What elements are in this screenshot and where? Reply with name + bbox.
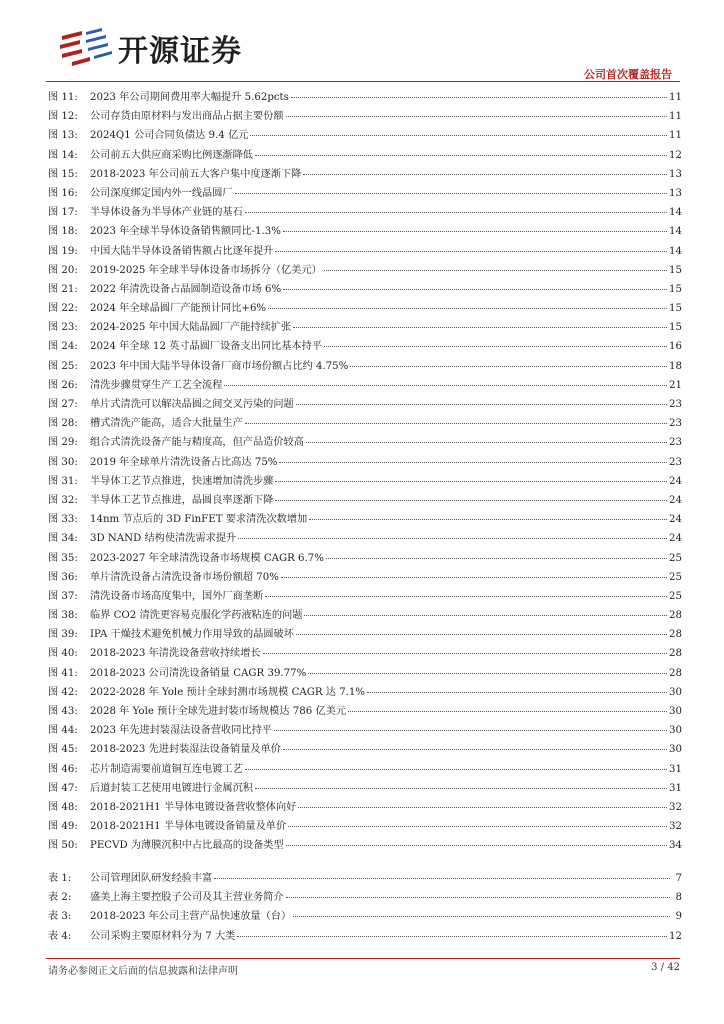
figure-toc-entry[interactable] [48, 606, 682, 625]
toc-entry-label: 图 21: [48, 283, 78, 295]
toc-entry-page: 30 [669, 744, 682, 756]
toc-entry-page: 23 [669, 437, 682, 449]
figure-toc-entry[interactable] [48, 721, 682, 740]
toc-entry-page: 24 [669, 475, 682, 487]
dot-leader [274, 730, 667, 731]
toc-entry-page: 28 [669, 648, 682, 660]
toc-entry-page: 15 [669, 322, 682, 334]
toc-entry-title: 2018-2023 先进封装湿法设备销量及单价 [90, 744, 281, 756]
toc-entry-title: 2022 年清洗设备占晶圆制造设备市场 6% [90, 283, 282, 295]
toc-entry-title: 2018-2021H1 半导体电镀设备营收整体向好 [90, 801, 297, 813]
dot-leader [265, 596, 667, 597]
toc-entry-page: 13 [669, 168, 682, 180]
toc-entry-page: 28 [669, 610, 682, 622]
toc-entry-label: 图 32: [48, 494, 78, 506]
toc-entry-title: 2024-2025 年中国大陆晶圆厂产能持续扩张 [90, 322, 292, 334]
toc-entry-page: 31 [669, 763, 682, 775]
dot-leader [279, 462, 667, 463]
dot-leader [306, 442, 667, 443]
toc-entry-page: 25 [669, 590, 682, 602]
toc-entry-label: 图 22: [48, 303, 78, 315]
dot-leader [283, 749, 667, 750]
dot-leader [293, 916, 670, 917]
toc-entry-label: 图 18: [48, 226, 78, 238]
toc-entry-page: 30 [669, 725, 682, 737]
toc-entry-page: 25 [669, 571, 682, 583]
dot-leader [255, 788, 667, 789]
toc-entry-title: 中国大陆半导体设备销售额占比逐年提升 [90, 245, 274, 257]
toc-entry-title: 2024 年全球 12 英寸晶圆厂设备支出同比基本持平 [90, 341, 322, 353]
toc-entry-title: 2023 年公司期间费用率大幅提升 5.62pcts [90, 92, 289, 103]
dot-leader [275, 251, 667, 252]
figure-toc-entry[interactable] [48, 337, 682, 356]
dot-leader [286, 897, 670, 898]
brand-name: 开源证券 [118, 34, 242, 69]
toc-entry-title: 公司深度绑定国内外一线晶圆厂 [90, 187, 233, 199]
figure-toc-entry[interactable] [48, 414, 682, 433]
toc-entry-label: 图 48: [48, 801, 78, 813]
toc-entry-label: 图 39: [48, 629, 78, 641]
dot-leader [309, 519, 667, 520]
toc-entry-label: 图 49: [48, 821, 78, 833]
dot-leader [263, 653, 667, 654]
table-toc-entry[interactable] [48, 927, 682, 946]
toc-entry-title: 2019 年全球单片清洗设备占比高达 75% [90, 456, 278, 468]
dot-leader [245, 769, 667, 770]
toc-entry-label: 图 27: [48, 399, 78, 410]
toc-entry-page: 15 [669, 264, 682, 276]
dot-leader [308, 673, 667, 674]
figure-toc-entry[interactable] [48, 453, 682, 472]
dot-leader [304, 615, 667, 616]
figure-toc-entry[interactable] [48, 779, 682, 798]
figure-toc-entry[interactable] [48, 568, 682, 587]
figure-toc-entry[interactable] [48, 318, 682, 337]
dot-leader [283, 231, 667, 232]
table-toc-entry[interactable] [48, 907, 682, 926]
toc-entry-title: 单片清洗设备占清洗设备市场份额超 70% [90, 571, 279, 583]
dot-leader [238, 538, 667, 539]
toc-entry-label: 图 11: [48, 92, 78, 103]
dot-leader [214, 878, 670, 879]
dot-leader [224, 385, 667, 386]
toc-entry-label: 图 19: [48, 245, 78, 257]
dot-leader [250, 135, 667, 136]
toc-entry-page: 14 [669, 207, 682, 219]
toc-entry-title: 后道封装工艺使用电镀进行金属沉积 [90, 782, 253, 794]
toc-entry-page: 25 [669, 552, 682, 564]
toc-entry-label: 图 36: [48, 571, 78, 583]
toc-entry-label: 图 30: [48, 456, 78, 468]
toc-entry-title: 2023 年全球半导体设备销售额同比-1.3% [90, 226, 281, 238]
brand-logo [56, 26, 242, 70]
table-toc-entry[interactable] [48, 888, 682, 907]
toc-entry-page: 11 [669, 111, 682, 123]
toc-entry-label: 图 14: [48, 149, 78, 161]
toc-entry-page: 16 [669, 341, 682, 353]
toc-entry-title: 2018-2023 公司清洗设备销量 CAGR 39.77% [90, 667, 307, 679]
figure-toc-entry[interactable] [48, 280, 682, 299]
figure-toc-entry[interactable] [48, 683, 682, 702]
toc-entry-label: 图 45: [48, 744, 78, 756]
toc-entry-label: 图 26: [48, 379, 78, 391]
table-toc-entry[interactable] [48, 869, 682, 888]
figure-toc-entry[interactable] [48, 625, 682, 644]
toc-entry-label: 图 13: [48, 130, 78, 142]
toc-entry-label: 图 31: [48, 475, 78, 487]
toc-entry-title: 公司采购主要原材料分为 7 大类 [90, 930, 236, 942]
toc-entry-title: 槽式清洗产能高，适合大批量生产 [90, 418, 243, 430]
toc-entry-page: 7 [675, 873, 682, 884]
toc-entry-label: 图 23: [48, 322, 78, 334]
toc-entry-label: 图 44: [48, 725, 78, 737]
toc-entry-title: 2024Q1 公司合同负债达 9.4 亿元 [90, 130, 249, 142]
toc-entry-label: 表 2: [48, 892, 72, 904]
dot-leader [293, 327, 667, 328]
dot-leader [298, 807, 667, 808]
figure-toc-entry[interactable] [48, 760, 682, 779]
footer-disclaimer: 请务必参阅正文后面的信息披露和法律声明 [48, 966, 238, 977]
toc-entry-label: 图 43: [48, 706, 78, 717]
dot-leader [291, 97, 667, 98]
toc-entry-title: 清洗设备市场高度集中，国外厂商垄断 [90, 590, 264, 602]
figure-toc-entry[interactable] [48, 587, 682, 606]
toc-entry-title: 2022-2028 年 Yole 预计全球封测市场规模 CAGR 达 7.1% [90, 686, 366, 698]
figure-toc-entry[interactable] [48, 88, 682, 107]
toc-entry-page: 15 [669, 303, 682, 315]
toc-entry-page: 13 [669, 187, 682, 199]
toc-entry-page: 11 [669, 130, 682, 142]
toc-entry-label: 图 15: [48, 168, 78, 180]
dot-leader [255, 155, 667, 156]
toc-entry-page: 12 [669, 149, 682, 161]
toc-entry-label: 图 29: [48, 437, 78, 449]
toc-entry-title: 盛美上海主要控股子公司及其主营业务简介 [90, 892, 284, 904]
dot-leader [275, 500, 667, 501]
toc-entry-label: 图 25: [48, 360, 78, 372]
dot-leader [283, 289, 667, 290]
figure-toc-entry[interactable] [48, 299, 682, 318]
page-header [0, 0, 724, 82]
dot-leader [286, 845, 667, 846]
figure-toc-entry[interactable] [48, 261, 682, 280]
toc-entry-label: 图 40: [48, 648, 78, 660]
toc-entry-page: 32 [669, 801, 682, 813]
toc-entry-label: 图 41: [48, 667, 78, 679]
figure-toc-entry[interactable] [48, 644, 682, 663]
dot-leader [275, 481, 667, 482]
toc-entry-title: 公司存货由原材料与发出商品占据主要份额 [90, 111, 284, 123]
figure-toc-entry[interactable] [48, 376, 682, 395]
toc-entry-title: 2018-2021H1 半导体电镀设备销量及单价 [90, 821, 287, 833]
toc-entry-title: 公司前五大供应商采购比例逐渐降低 [90, 149, 253, 161]
toc-entry-label: 图 37: [48, 590, 78, 602]
figure-toc-entry[interactable] [48, 357, 682, 376]
dot-leader [281, 577, 667, 578]
toc-entry-label: 表 4: [48, 930, 72, 942]
toc-entry-page: 23 [669, 399, 682, 410]
figure-toc-entry[interactable] [48, 242, 682, 261]
table-list [48, 869, 682, 946]
toc-entry-title: 3D NAND 结构使清洗需求提升 [90, 533, 237, 545]
toc-entry-page: 24 [669, 533, 682, 545]
figure-toc-entry[interactable] [48, 433, 682, 452]
toc-entry-title: 2023 年先进封装湿法设备营收同比持平 [90, 725, 272, 737]
figure-toc-entry[interactable] [48, 165, 682, 184]
dot-leader [237, 936, 667, 937]
dot-leader [367, 692, 667, 693]
toc-entry-page: 31 [669, 782, 682, 794]
toc-entry-label: 图 46: [48, 763, 78, 775]
toc-entry-page: 14 [669, 245, 682, 257]
dot-leader [286, 116, 667, 117]
toc-entry-page: 28 [669, 629, 682, 641]
figure-toc-entry[interactable] [48, 702, 682, 721]
toc-entry-page: 24 [669, 514, 682, 526]
toc-entry-page: 30 [669, 686, 682, 698]
dot-leader [324, 346, 667, 347]
figure-toc-entry[interactable] [48, 146, 682, 165]
toc-entry-title: 2023-2027 年全球清洗设备市场规模 CAGR 6.7% [90, 552, 324, 564]
figure-toc-entry[interactable] [48, 664, 682, 683]
report-type-label: 公司首次覆盖报告 [584, 68, 672, 81]
figure-toc-entry[interactable] [48, 222, 682, 241]
toc-entry-title: IPA 干燥技术避免机械力作用导致的晶圆破坏 [90, 629, 294, 641]
toc-entry-title: 公司管理团队研发经验丰富 [90, 873, 213, 884]
toc-entry-page: 34 [669, 840, 682, 852]
toc-entry-page: 15 [669, 283, 682, 295]
dot-leader [268, 308, 667, 309]
dot-leader [303, 174, 667, 175]
toc-entry-title: 组合式清洗设备产能与精度高，但产品造价较高 [90, 437, 304, 449]
figure-toc-entry[interactable] [48, 740, 682, 759]
toc-entry-title: 2024 年全球晶圆厂产能预计同比+6% [90, 303, 267, 315]
toc-entry-title: 2018-2023 年公司前五大客户集中度逐渐下降 [90, 168, 302, 180]
footer-divider [46, 958, 680, 959]
figure-toc-entry[interactable] [48, 836, 682, 855]
toc-entry-page: 9 [675, 911, 682, 923]
toc-entry-label: 图 17: [48, 207, 78, 219]
toc-entry-page: 24 [669, 494, 682, 506]
toc-entry-page: 21 [669, 379, 682, 391]
dot-leader [245, 423, 667, 424]
dot-leader [350, 366, 667, 367]
toc-entry-label: 图 20: [48, 264, 78, 276]
figure-list [48, 88, 682, 856]
toc-entry-label: 图 38: [48, 610, 78, 622]
toc-entry-label: 表 3: [48, 911, 72, 923]
figure-toc-entry[interactable] [48, 549, 682, 568]
dot-leader [326, 558, 667, 559]
figure-toc-entry[interactable] [48, 529, 682, 548]
toc-entry-label: 图 16: [48, 187, 78, 199]
toc-entry-title: 清洗步骤贯穿生产工艺全流程 [90, 379, 223, 391]
figure-toc-entry[interactable] [48, 395, 682, 414]
toc-entry-title: 2023 年中国大陆半导体设备厂商市场份额占比约 4.75% [90, 360, 349, 372]
dot-leader [296, 634, 667, 635]
header-divider [46, 81, 680, 82]
figure-toc-entry[interactable] [48, 472, 682, 491]
toc-entry-title: 2018-2023 年清洗设备营收持续增长 [90, 648, 261, 660]
dot-leader [324, 270, 667, 271]
dot-leader [245, 212, 667, 213]
toc-entry-label: 图 12: [48, 111, 78, 123]
toc-entry-label: 图 34: [48, 533, 78, 545]
toc-entry-title: PECVD 为薄膜沉积中占比最高的设备类型 [90, 840, 284, 852]
page-number: 3 / 42 [651, 962, 680, 973]
toc-entry-label: 图 50: [48, 840, 78, 852]
figure-toc-entry[interactable] [48, 817, 682, 836]
toc-entry-label: 图 24: [48, 341, 78, 353]
dot-leader [288, 826, 667, 827]
toc-entry-page: 32 [669, 821, 682, 833]
toc-entry-page: 28 [669, 667, 682, 679]
toc-entry-page: 23 [669, 456, 682, 468]
figure-toc-entry[interactable] [48, 798, 682, 817]
figure-toc-entry[interactable] [48, 184, 682, 203]
toc-entry-label: 图 42: [48, 686, 78, 698]
dot-leader [296, 404, 667, 405]
brand-logo-icon [56, 28, 114, 68]
toc-entry-title: 临界 CO2 清洗更容易克服化学药液粘连的问题 [90, 610, 303, 622]
toc-entry-label: 图 33: [48, 514, 78, 526]
toc-entry-title: 2018-2023 年公司主营产品快速放量（台） [90, 911, 292, 923]
toc-entry-label: 表 1: [48, 873, 72, 884]
figure-toc-entry[interactable] [48, 203, 682, 222]
figure-toc-entry[interactable] [48, 126, 682, 145]
toc-entry-title: 14nm 节点后的 3D FinFET 要求清洗次数增加 [90, 514, 308, 526]
toc-entry-title: 2028 年 Yole 预计全球先进封装市场规模达 786 亿美元 [90, 706, 347, 717]
dot-leader [235, 193, 667, 194]
toc-entry-title: 芯片制造需要前道铜互连电镀工艺 [90, 763, 243, 775]
figure-toc-entry[interactable] [48, 107, 682, 126]
toc-entry-label: 图 28: [48, 418, 78, 430]
toc-entry-label: 图 47: [48, 782, 78, 794]
dot-leader [348, 711, 667, 712]
toc-entry-page: 18 [669, 360, 682, 372]
toc-entry-page: 14 [669, 226, 682, 238]
figure-toc-entry[interactable] [48, 491, 682, 510]
toc-entry-label: 图 35: [48, 552, 78, 564]
toc-entry-title: 半导体工艺节点推进，快速增加清洗步骤 [90, 475, 274, 487]
toc-entry-page: 12 [669, 930, 682, 942]
toc-entry-page: 23 [669, 418, 682, 430]
toc-entry-page: 30 [669, 706, 682, 717]
toc-entry-title: 单片式清洗可以解决晶圆之间交叉污染的问题 [90, 399, 294, 410]
figure-toc-entry[interactable] [48, 510, 682, 529]
toc-entry-title: 半导体设备为半导体产业链的基石 [90, 207, 243, 219]
toc-entry-page: 11 [669, 92, 682, 103]
toc-entry-title: 半导体工艺节点推进，晶圆良率逐渐下降 [90, 494, 274, 506]
toc-entry-page: 8 [675, 892, 682, 904]
toc-entry-title: 2019-2025 年全球半导体设备市场拆分（亿美元） [90, 264, 322, 276]
